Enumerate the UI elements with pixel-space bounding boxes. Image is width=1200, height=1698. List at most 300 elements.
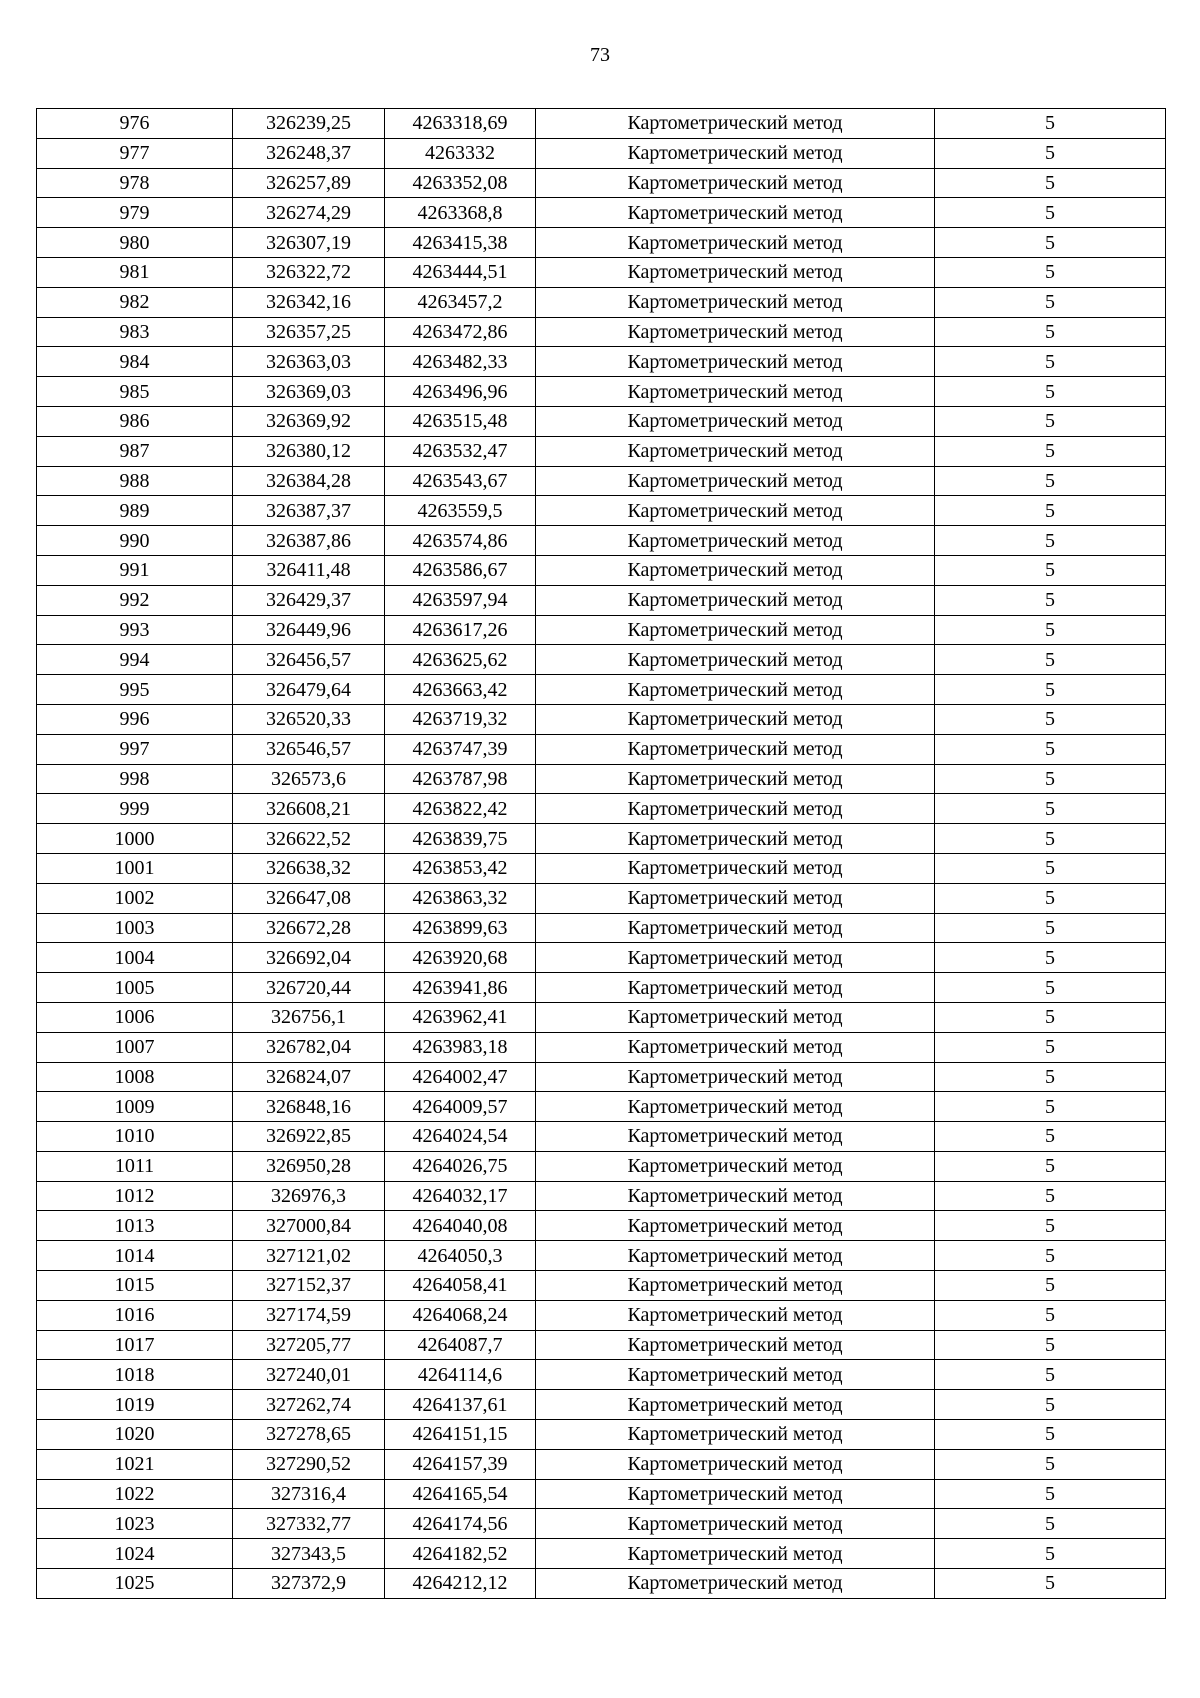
x-coordinate-cell: 326369,03 bbox=[233, 377, 385, 407]
x-coordinate-cell: 326622,52 bbox=[233, 824, 385, 854]
method-cell: Картометрический метод bbox=[536, 406, 935, 436]
method-cell: Картометрический метод bbox=[536, 704, 935, 734]
accuracy-cell: 5 bbox=[935, 198, 1166, 228]
y-coordinate-cell: 4263472,86 bbox=[385, 317, 536, 347]
method-cell: Картометрический метод bbox=[536, 675, 935, 705]
accuracy-cell: 5 bbox=[935, 1569, 1166, 1599]
accuracy-cell: 5 bbox=[935, 824, 1166, 854]
x-coordinate-cell: 326387,37 bbox=[233, 496, 385, 526]
x-coordinate-cell: 326248,37 bbox=[233, 138, 385, 168]
method-cell: Картометрический метод bbox=[536, 1300, 935, 1330]
accuracy-cell: 5 bbox=[935, 317, 1166, 347]
y-coordinate-cell: 4264068,24 bbox=[385, 1300, 536, 1330]
accuracy-cell: 5 bbox=[935, 1420, 1166, 1450]
table-row bbox=[37, 526, 1166, 556]
accuracy-cell: 5 bbox=[935, 138, 1166, 168]
table-row bbox=[37, 1539, 1166, 1569]
accuracy-cell: 5 bbox=[935, 466, 1166, 496]
table-row bbox=[37, 138, 1166, 168]
method-cell: Картометрический метод bbox=[536, 1002, 935, 1032]
y-coordinate-cell: 4263368,8 bbox=[385, 198, 536, 228]
coordinates-table bbox=[36, 108, 1166, 1599]
y-coordinate-cell: 4264137,61 bbox=[385, 1390, 536, 1420]
y-coordinate-cell: 4263983,18 bbox=[385, 1032, 536, 1062]
point-number-cell: 1003 bbox=[37, 913, 233, 943]
point-number-cell: 1006 bbox=[37, 1002, 233, 1032]
x-coordinate-cell: 327000,84 bbox=[233, 1211, 385, 1241]
table-row bbox=[37, 1330, 1166, 1360]
point-number-cell: 1010 bbox=[37, 1122, 233, 1152]
y-coordinate-cell: 4263663,42 bbox=[385, 675, 536, 705]
x-coordinate-cell: 326274,29 bbox=[233, 198, 385, 228]
accuracy-cell: 5 bbox=[935, 585, 1166, 615]
point-number-cell: 1022 bbox=[37, 1479, 233, 1509]
y-coordinate-cell: 4264050,3 bbox=[385, 1241, 536, 1271]
y-coordinate-cell: 4264157,39 bbox=[385, 1449, 536, 1479]
x-coordinate-cell: 326950,28 bbox=[233, 1151, 385, 1181]
y-coordinate-cell: 4263444,51 bbox=[385, 257, 536, 287]
point-number-cell: 987 bbox=[37, 436, 233, 466]
method-cell: Картометрический метод bbox=[536, 883, 935, 913]
y-coordinate-cell: 4263863,32 bbox=[385, 883, 536, 913]
method-cell: Картометрический метод bbox=[536, 585, 935, 615]
point-number-cell: 1017 bbox=[37, 1330, 233, 1360]
accuracy-cell: 5 bbox=[935, 913, 1166, 943]
x-coordinate-cell: 326922,85 bbox=[233, 1122, 385, 1152]
accuracy-cell: 5 bbox=[935, 1211, 1166, 1241]
x-coordinate-cell: 326357,25 bbox=[233, 317, 385, 347]
x-coordinate-cell: 326449,96 bbox=[233, 615, 385, 645]
y-coordinate-cell: 4263787,98 bbox=[385, 764, 536, 794]
x-coordinate-cell: 326976,3 bbox=[233, 1181, 385, 1211]
method-cell: Картометрический метод bbox=[536, 1330, 935, 1360]
table-row bbox=[37, 109, 1166, 139]
x-coordinate-cell: 327372,9 bbox=[233, 1569, 385, 1599]
method-cell: Картометрический метод bbox=[536, 436, 935, 466]
x-coordinate-cell: 327262,74 bbox=[233, 1390, 385, 1420]
x-coordinate-cell: 326307,19 bbox=[233, 228, 385, 258]
method-cell: Картометрический метод bbox=[536, 257, 935, 287]
accuracy-cell: 5 bbox=[935, 287, 1166, 317]
y-coordinate-cell: 4263617,26 bbox=[385, 615, 536, 645]
table-row bbox=[37, 615, 1166, 645]
point-number-cell: 995 bbox=[37, 675, 233, 705]
table-row bbox=[37, 853, 1166, 883]
point-number-cell: 980 bbox=[37, 228, 233, 258]
method-cell: Картометрический метод bbox=[536, 615, 935, 645]
accuracy-cell: 5 bbox=[935, 496, 1166, 526]
x-coordinate-cell: 327174,59 bbox=[233, 1300, 385, 1330]
point-number-cell: 998 bbox=[37, 764, 233, 794]
table-row bbox=[37, 1092, 1166, 1122]
method-cell: Картометрический метод bbox=[536, 138, 935, 168]
table-row bbox=[37, 1211, 1166, 1241]
x-coordinate-cell: 327343,5 bbox=[233, 1539, 385, 1569]
y-coordinate-cell: 4263574,86 bbox=[385, 526, 536, 556]
y-coordinate-cell: 4264174,56 bbox=[385, 1509, 536, 1539]
method-cell: Картометрический метод bbox=[536, 913, 935, 943]
point-number-cell: 994 bbox=[37, 645, 233, 675]
x-coordinate-cell: 326782,04 bbox=[233, 1032, 385, 1062]
method-cell: Картометрический метод bbox=[536, 377, 935, 407]
x-coordinate-cell: 326387,86 bbox=[233, 526, 385, 556]
table-row bbox=[37, 704, 1166, 734]
accuracy-cell: 5 bbox=[935, 645, 1166, 675]
method-cell: Картометрический метод bbox=[536, 1479, 935, 1509]
accuracy-cell: 5 bbox=[935, 228, 1166, 258]
point-number-cell: 1019 bbox=[37, 1390, 233, 1420]
method-cell: Картометрический метод bbox=[536, 287, 935, 317]
method-cell: Картометрический метод bbox=[536, 1509, 935, 1539]
y-coordinate-cell: 4263586,67 bbox=[385, 555, 536, 585]
y-coordinate-cell: 4264114,6 bbox=[385, 1360, 536, 1390]
table-row bbox=[37, 764, 1166, 794]
accuracy-cell: 5 bbox=[935, 257, 1166, 287]
y-coordinate-cell: 4263941,86 bbox=[385, 973, 536, 1003]
method-cell: Картометрический метод bbox=[536, 1420, 935, 1450]
method-cell: Картометрический метод bbox=[536, 1241, 935, 1271]
x-coordinate-cell: 326824,07 bbox=[233, 1062, 385, 1092]
method-cell: Картометрический метод bbox=[536, 496, 935, 526]
method-cell: Картометрический метод bbox=[536, 943, 935, 973]
x-coordinate-cell: 326573,6 bbox=[233, 764, 385, 794]
x-coordinate-cell: 326322,72 bbox=[233, 257, 385, 287]
table-row bbox=[37, 1569, 1166, 1599]
y-coordinate-cell: 4263332 bbox=[385, 138, 536, 168]
table-row bbox=[37, 496, 1166, 526]
x-coordinate-cell: 326456,57 bbox=[233, 645, 385, 675]
y-coordinate-cell: 4264040,08 bbox=[385, 1211, 536, 1241]
point-number-cell: 989 bbox=[37, 496, 233, 526]
y-coordinate-cell: 4263515,48 bbox=[385, 406, 536, 436]
y-coordinate-cell: 4263318,69 bbox=[385, 109, 536, 139]
x-coordinate-cell: 326546,57 bbox=[233, 734, 385, 764]
x-coordinate-cell: 326369,92 bbox=[233, 406, 385, 436]
table-row bbox=[37, 377, 1166, 407]
accuracy-cell: 5 bbox=[935, 1092, 1166, 1122]
x-coordinate-cell: 326380,12 bbox=[233, 436, 385, 466]
y-coordinate-cell: 4264026,75 bbox=[385, 1151, 536, 1181]
accuracy-cell: 5 bbox=[935, 1241, 1166, 1271]
table-row bbox=[37, 1479, 1166, 1509]
method-cell: Картометрический метод bbox=[536, 109, 935, 139]
accuracy-cell: 5 bbox=[935, 943, 1166, 973]
y-coordinate-cell: 4263625,62 bbox=[385, 645, 536, 675]
table-row bbox=[37, 168, 1166, 198]
point-number-cell: 1015 bbox=[37, 1271, 233, 1301]
point-number-cell: 996 bbox=[37, 704, 233, 734]
accuracy-cell: 5 bbox=[935, 883, 1166, 913]
point-number-cell: 985 bbox=[37, 377, 233, 407]
accuracy-cell: 5 bbox=[935, 406, 1166, 436]
table-row bbox=[37, 883, 1166, 913]
table-row bbox=[37, 973, 1166, 1003]
x-coordinate-cell: 326429,37 bbox=[233, 585, 385, 615]
table-row bbox=[37, 1449, 1166, 1479]
point-number-cell: 976 bbox=[37, 109, 233, 139]
accuracy-cell: 5 bbox=[935, 1330, 1166, 1360]
table-row bbox=[37, 1360, 1166, 1390]
method-cell: Картометрический метод bbox=[536, 1211, 935, 1241]
y-coordinate-cell: 4264165,54 bbox=[385, 1479, 536, 1509]
accuracy-cell: 5 bbox=[935, 1181, 1166, 1211]
table-row bbox=[37, 734, 1166, 764]
accuracy-cell: 5 bbox=[935, 1300, 1166, 1330]
accuracy-cell: 5 bbox=[935, 675, 1166, 705]
method-cell: Картометрический метод bbox=[536, 228, 935, 258]
x-coordinate-cell: 326384,28 bbox=[233, 466, 385, 496]
point-number-cell: 1016 bbox=[37, 1300, 233, 1330]
method-cell: Картометрический метод bbox=[536, 1390, 935, 1420]
point-number-cell: 993 bbox=[37, 615, 233, 645]
x-coordinate-cell: 327152,37 bbox=[233, 1271, 385, 1301]
table-row bbox=[37, 1181, 1166, 1211]
x-coordinate-cell: 326363,03 bbox=[233, 347, 385, 377]
point-number-cell: 988 bbox=[37, 466, 233, 496]
table-row bbox=[37, 406, 1166, 436]
table-row bbox=[37, 317, 1166, 347]
table-row bbox=[37, 824, 1166, 854]
table-row bbox=[37, 436, 1166, 466]
point-number-cell: 1013 bbox=[37, 1211, 233, 1241]
table-row bbox=[37, 1390, 1166, 1420]
x-coordinate-cell: 326239,25 bbox=[233, 109, 385, 139]
coordinates-table-body bbox=[37, 109, 1166, 1599]
point-number-cell: 997 bbox=[37, 734, 233, 764]
point-number-cell: 984 bbox=[37, 347, 233, 377]
table-row bbox=[37, 198, 1166, 228]
y-coordinate-cell: 4263482,33 bbox=[385, 347, 536, 377]
point-number-cell: 1001 bbox=[37, 853, 233, 883]
point-number-cell: 1009 bbox=[37, 1092, 233, 1122]
table-row bbox=[37, 555, 1166, 585]
method-cell: Картометрический метод bbox=[536, 1122, 935, 1152]
x-coordinate-cell: 326638,32 bbox=[233, 853, 385, 883]
accuracy-cell: 5 bbox=[935, 168, 1166, 198]
accuracy-cell: 5 bbox=[935, 555, 1166, 585]
y-coordinate-cell: 4263559,5 bbox=[385, 496, 536, 526]
accuracy-cell: 5 bbox=[935, 1360, 1166, 1390]
accuracy-cell: 5 bbox=[935, 1122, 1166, 1152]
accuracy-cell: 5 bbox=[935, 526, 1166, 556]
x-coordinate-cell: 326756,1 bbox=[233, 1002, 385, 1032]
y-coordinate-cell: 4263920,68 bbox=[385, 943, 536, 973]
table-row bbox=[37, 645, 1166, 675]
method-cell: Картометрический метод bbox=[536, 794, 935, 824]
y-coordinate-cell: 4263719,32 bbox=[385, 704, 536, 734]
method-cell: Картометрический метод bbox=[536, 466, 935, 496]
x-coordinate-cell: 326342,16 bbox=[233, 287, 385, 317]
table-row bbox=[37, 228, 1166, 258]
y-coordinate-cell: 4263532,47 bbox=[385, 436, 536, 466]
table-row bbox=[37, 287, 1166, 317]
x-coordinate-cell: 326692,04 bbox=[233, 943, 385, 973]
table-row bbox=[37, 1151, 1166, 1181]
point-number-cell: 1014 bbox=[37, 1241, 233, 1271]
point-number-cell: 1002 bbox=[37, 883, 233, 913]
y-coordinate-cell: 4263747,39 bbox=[385, 734, 536, 764]
point-number-cell: 990 bbox=[37, 526, 233, 556]
y-coordinate-cell: 4263822,42 bbox=[385, 794, 536, 824]
accuracy-cell: 5 bbox=[935, 853, 1166, 883]
y-coordinate-cell: 4263352,08 bbox=[385, 168, 536, 198]
point-number-cell: 999 bbox=[37, 794, 233, 824]
point-number-cell: 983 bbox=[37, 317, 233, 347]
x-coordinate-cell: 327278,65 bbox=[233, 1420, 385, 1450]
accuracy-cell: 5 bbox=[935, 1390, 1166, 1420]
y-coordinate-cell: 4264058,41 bbox=[385, 1271, 536, 1301]
y-coordinate-cell: 4264151,15 bbox=[385, 1420, 536, 1450]
accuracy-cell: 5 bbox=[935, 1509, 1166, 1539]
x-coordinate-cell: 326848,16 bbox=[233, 1092, 385, 1122]
accuracy-cell: 5 bbox=[935, 436, 1166, 466]
accuracy-cell: 5 bbox=[935, 615, 1166, 645]
point-number-cell: 1004 bbox=[37, 943, 233, 973]
y-coordinate-cell: 4264009,57 bbox=[385, 1092, 536, 1122]
point-number-cell: 978 bbox=[37, 168, 233, 198]
method-cell: Картометрический метод bbox=[536, 168, 935, 198]
accuracy-cell: 5 bbox=[935, 973, 1166, 1003]
method-cell: Картометрический метод bbox=[536, 555, 935, 585]
accuracy-cell: 5 bbox=[935, 1032, 1166, 1062]
x-coordinate-cell: 326647,08 bbox=[233, 883, 385, 913]
accuracy-cell: 5 bbox=[935, 347, 1166, 377]
accuracy-cell: 5 bbox=[935, 1062, 1166, 1092]
method-cell: Картометрический метод bbox=[536, 1569, 935, 1599]
method-cell: Картометрический метод bbox=[536, 198, 935, 228]
method-cell: Картометрический метод bbox=[536, 1539, 935, 1569]
accuracy-cell: 5 bbox=[935, 1002, 1166, 1032]
method-cell: Картометрический метод bbox=[536, 734, 935, 764]
point-number-cell: 1025 bbox=[37, 1569, 233, 1599]
method-cell: Картометрический метод bbox=[536, 1271, 935, 1301]
method-cell: Картометрический метод bbox=[536, 1151, 935, 1181]
accuracy-cell: 5 bbox=[935, 109, 1166, 139]
method-cell: Картометрический метод bbox=[536, 1449, 935, 1479]
x-coordinate-cell: 327316,4 bbox=[233, 1479, 385, 1509]
y-coordinate-cell: 4264024,54 bbox=[385, 1122, 536, 1152]
y-coordinate-cell: 4264212,12 bbox=[385, 1569, 536, 1599]
table-row bbox=[37, 1241, 1166, 1271]
x-coordinate-cell: 326411,48 bbox=[233, 555, 385, 585]
y-coordinate-cell: 4263496,96 bbox=[385, 377, 536, 407]
method-cell: Картометрический метод bbox=[536, 645, 935, 675]
point-number-cell: 1023 bbox=[37, 1509, 233, 1539]
y-coordinate-cell: 4263839,75 bbox=[385, 824, 536, 854]
x-coordinate-cell: 326257,89 bbox=[233, 168, 385, 198]
method-cell: Картометрический метод bbox=[536, 1062, 935, 1092]
method-cell: Картометрический метод bbox=[536, 1032, 935, 1062]
table-row bbox=[37, 585, 1166, 615]
point-number-cell: 982 bbox=[37, 287, 233, 317]
x-coordinate-cell: 327332,77 bbox=[233, 1509, 385, 1539]
y-coordinate-cell: 4263415,38 bbox=[385, 228, 536, 258]
x-coordinate-cell: 327121,02 bbox=[233, 1241, 385, 1271]
page-number: 73 bbox=[590, 44, 610, 66]
table-row bbox=[37, 1509, 1166, 1539]
point-number-cell: 981 bbox=[37, 257, 233, 287]
x-coordinate-cell: 327205,77 bbox=[233, 1330, 385, 1360]
point-number-cell: 1024 bbox=[37, 1539, 233, 1569]
table-row bbox=[37, 943, 1166, 973]
y-coordinate-cell: 4263543,67 bbox=[385, 466, 536, 496]
y-coordinate-cell: 4264182,52 bbox=[385, 1539, 536, 1569]
y-coordinate-cell: 4264002,47 bbox=[385, 1062, 536, 1092]
accuracy-cell: 5 bbox=[935, 1479, 1166, 1509]
table-row bbox=[37, 1062, 1166, 1092]
point-number-cell: 986 bbox=[37, 406, 233, 436]
point-number-cell: 1000 bbox=[37, 824, 233, 854]
accuracy-cell: 5 bbox=[935, 734, 1166, 764]
y-coordinate-cell: 4263597,94 bbox=[385, 585, 536, 615]
y-coordinate-cell: 4263853,42 bbox=[385, 853, 536, 883]
point-number-cell: 1007 bbox=[37, 1032, 233, 1062]
accuracy-cell: 5 bbox=[935, 1151, 1166, 1181]
accuracy-cell: 5 bbox=[935, 764, 1166, 794]
point-number-cell: 979 bbox=[37, 198, 233, 228]
table-row bbox=[37, 675, 1166, 705]
method-cell: Картометрический метод bbox=[536, 317, 935, 347]
method-cell: Картометрический метод bbox=[536, 347, 935, 377]
method-cell: Картометрический метод bbox=[536, 853, 935, 883]
x-coordinate-cell: 327290,52 bbox=[233, 1449, 385, 1479]
method-cell: Картометрический метод bbox=[536, 526, 935, 556]
table-row bbox=[37, 347, 1166, 377]
y-coordinate-cell: 4263457,2 bbox=[385, 287, 536, 317]
point-number-cell: 992 bbox=[37, 585, 233, 615]
point-number-cell: 991 bbox=[37, 555, 233, 585]
x-coordinate-cell: 327240,01 bbox=[233, 1360, 385, 1390]
table-row bbox=[37, 1002, 1166, 1032]
y-coordinate-cell: 4264032,17 bbox=[385, 1181, 536, 1211]
point-number-cell: 977 bbox=[37, 138, 233, 168]
accuracy-cell: 5 bbox=[935, 704, 1166, 734]
x-coordinate-cell: 326520,33 bbox=[233, 704, 385, 734]
method-cell: Картометрический метод bbox=[536, 824, 935, 854]
accuracy-cell: 5 bbox=[935, 794, 1166, 824]
x-coordinate-cell: 326608,21 bbox=[233, 794, 385, 824]
point-number-cell: 1005 bbox=[37, 973, 233, 1003]
table-row bbox=[37, 466, 1166, 496]
point-number-cell: 1018 bbox=[37, 1360, 233, 1390]
x-coordinate-cell: 326720,44 bbox=[233, 973, 385, 1003]
table-row bbox=[37, 1300, 1166, 1330]
point-number-cell: 1011 bbox=[37, 1151, 233, 1181]
method-cell: Картометрический метод bbox=[536, 1181, 935, 1211]
accuracy-cell: 5 bbox=[935, 1271, 1166, 1301]
point-number-cell: 1020 bbox=[37, 1420, 233, 1450]
y-coordinate-cell: 4263899,63 bbox=[385, 913, 536, 943]
table-row bbox=[37, 1122, 1166, 1152]
table-row bbox=[37, 913, 1166, 943]
point-number-cell: 1021 bbox=[37, 1449, 233, 1479]
table-row bbox=[37, 1271, 1166, 1301]
accuracy-cell: 5 bbox=[935, 1539, 1166, 1569]
table-row bbox=[37, 1032, 1166, 1062]
method-cell: Картометрический метод bbox=[536, 764, 935, 794]
table-row bbox=[37, 257, 1166, 287]
method-cell: Картометрический метод bbox=[536, 1092, 935, 1122]
method-cell: Картометрический метод bbox=[536, 1360, 935, 1390]
y-coordinate-cell: 4263962,41 bbox=[385, 1002, 536, 1032]
y-coordinate-cell: 4264087,7 bbox=[385, 1330, 536, 1360]
table-row bbox=[37, 794, 1166, 824]
method-cell: Картометрический метод bbox=[536, 973, 935, 1003]
point-number-cell: 1008 bbox=[37, 1062, 233, 1092]
x-coordinate-cell: 326479,64 bbox=[233, 675, 385, 705]
point-number-cell: 1012 bbox=[37, 1181, 233, 1211]
accuracy-cell: 5 bbox=[935, 377, 1166, 407]
